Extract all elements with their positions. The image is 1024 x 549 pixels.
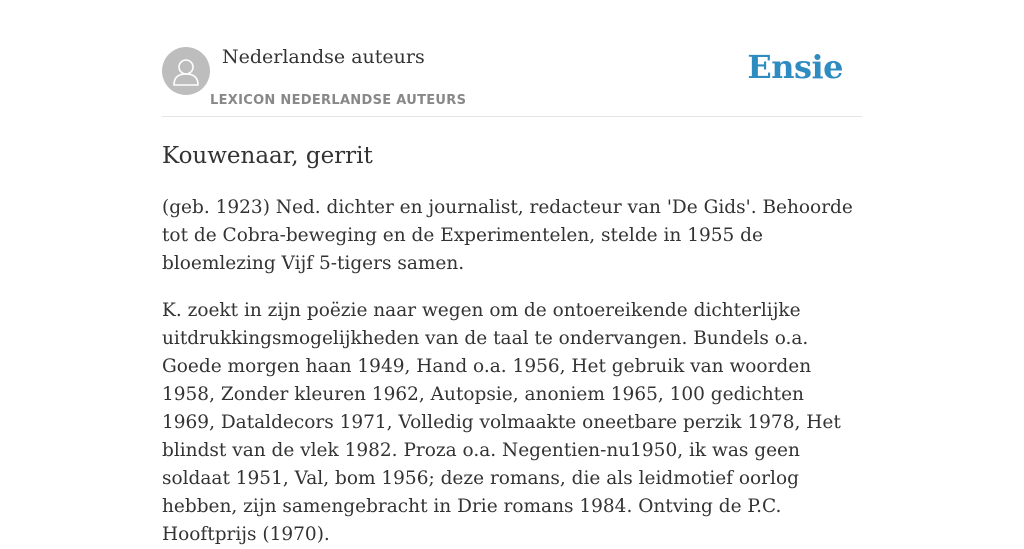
- article-paragraph-2: K. zoekt in zijn poëzie naar wegen om de ontoereikende dichterlijke uitdrukkingsmogelijkheden van de taal te ondervangen. Bundels o.a. Goede morgen haan 1949, Hand o.a. 1956, Het gebruik van woorden 1958, Zonder kleuren 1962, Autopsie, anoniem 1965, 100 gedichten 1969, Dataldecors 1971, Volledig volmaakte oneetbare perzik 1978, Het blindst van de vlek 1982. Proza o.a. Negentien-nu1950, ik was geen soldaat 1951, Val, bom 1956; deze romans, die als leidmotief oorlog hebben, zijn samengebracht in Drie romans 1984. Ontving de P.C. Hooftprijs (1970).: [162, 300, 841, 545]
- page-header: [162, 0, 862, 117]
- article-paragraph-1: (geb. 1923) Ned. dichter en journalist, redacteur van 'De Gids'. Behoorde tot de Cobra-beweging en de Experimentelen, stelde in 1955 de bloemlezing Vijf 5-tigers samen.: [162, 197, 853, 274]
- author-name[interactable]: Nederlandse auteurs: [222, 46, 425, 68]
- article-title: Kouwenaar, gerrit: [162, 143, 373, 169]
- avatar[interactable]: [162, 47, 210, 95]
- user-silhouette-icon: [162, 47, 210, 95]
- category-label[interactable]: LEXICON NEDERLANDSE AUTEURS: [210, 93, 467, 108]
- page-container: [162, 0, 862, 549]
- ensie-logo[interactable]: Ensie: [747, 48, 843, 86]
